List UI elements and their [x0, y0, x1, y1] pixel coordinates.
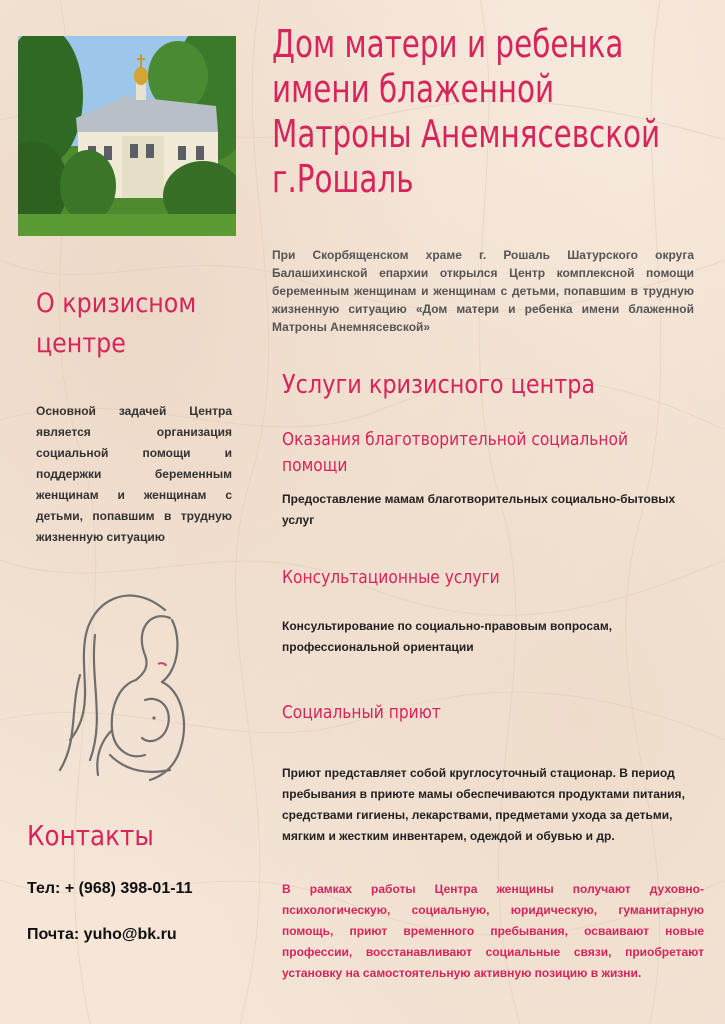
page-title: Дом матери и ребенка имени блаженной Матроны Анемнясевской г.Рошаль — [272, 22, 661, 201]
email-address[interactable]: Почта: yuho@bk.ru — [27, 926, 177, 943]
about-heading: О кризисном центре — [36, 288, 197, 359]
intro-paragraph: При Скорбященском храме г. Рошаль Шатурского округа Балашихинской епархии открылся Центр комплексной помощи беременным женщинам и женщинам с детьми, попавшим в трудную жизненную ситуацию «Дом матери и ребенка имени блаженной Матроны Анемнясевской» — [272, 248, 694, 334]
service-text-charity: Предоставление мамам благотворительных социально-бытовых услуг — [282, 492, 676, 527]
mother-and-child-drawing — [50, 580, 200, 790]
service-title-consulting: Консультационные услуги — [282, 567, 500, 588]
service-title-shelter: Социальный приют — [282, 702, 441, 723]
mother-and-child-icon — [50, 580, 200, 790]
church-photo-illustration — [18, 36, 236, 236]
contacts-heading: Контакты — [27, 819, 154, 852]
phone-number[interactable]: Тел: + (968) 398-01-11 — [27, 880, 193, 897]
about-text: Основной задачей Центра является организация социальной помощи и поддержки беременным женщинам и женщинам с детьми, попавшим в трудную жизненную ситуацию — [36, 404, 232, 544]
service-text-shelter: Приют представляет собой круглосуточный стационар. В период пребывания в приюте мамы обеспечиваются продуктами питания, средствами гигиены, лекарствами, предметами ухода за детьми, мягким и жестким инвентарем, одеждой и обувью и др. — [282, 766, 685, 843]
closing-paragraph: В рамках работы Центра женщины получают духовно-психологическую, социальную, юридическую, гуманитарную помощь, приют временного пребывания, осваивают новые профессии, восстанавливают социальные связи, приобретают установку на самостоятельную активную позицию в жизни. — [282, 882, 704, 980]
service-title-charity: Оказания благотворительной социальной помощи — [282, 429, 629, 476]
church-building-photo — [18, 36, 236, 236]
services-heading: Услуги кризисного центра — [282, 370, 596, 400]
service-text-consulting: Консультирование по социально-правовым вопросам, профессиональной ориентации — [282, 619, 613, 654]
